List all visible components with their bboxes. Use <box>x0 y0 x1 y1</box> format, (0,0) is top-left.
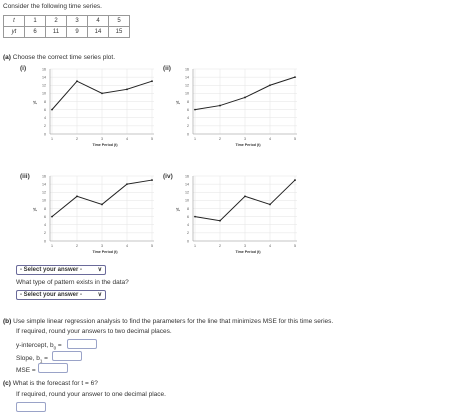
y-tick-label: 12 <box>42 190 46 195</box>
x-tick-label: 5 <box>151 137 153 141</box>
table-cell: 14 <box>88 27 109 38</box>
x-tick-label: 4 <box>269 137 271 141</box>
table-cell: 15 <box>109 27 130 38</box>
y-tick-label: 8 <box>187 206 189 211</box>
data-point <box>294 76 296 78</box>
y-tick-label: 4 <box>44 223 46 228</box>
part-c-prompt: What is the forecast for t = 6? <box>12 380 98 387</box>
part-b-label: (b) <box>3 318 12 325</box>
x-tick-label: 3 <box>101 244 103 248</box>
table-cell: 9 <box>67 27 88 38</box>
y-tick-label: 14 <box>42 182 46 187</box>
y-tick-label: 6 <box>44 107 46 112</box>
y-tick-label: 16 <box>185 67 189 72</box>
y-tick-label: 0 <box>187 239 189 244</box>
intercept-text: y-intercept, b <box>16 342 54 349</box>
y-tick-label: 8 <box>44 206 46 211</box>
pattern-choice-value: - Select your answer - <box>20 292 83 298</box>
y-tick-label: 4 <box>44 116 46 121</box>
data-point <box>76 80 78 82</box>
data-point <box>51 216 53 218</box>
x-tick-label: 2 <box>76 137 78 141</box>
plot-label-iv: (iv) <box>163 173 173 180</box>
table-cell: 5 <box>109 16 130 27</box>
y-tick-label: 16 <box>42 174 46 179</box>
y-tick-label: 6 <box>187 214 189 219</box>
y-tick-label: 2 <box>44 124 46 129</box>
y-tick-label: 10 <box>42 91 46 96</box>
y-tick-label: 6 <box>187 107 189 112</box>
part-c-label: (c) <box>3 380 11 387</box>
data-point <box>219 220 221 222</box>
y-tick-label: 12 <box>185 83 189 88</box>
x-tick-label: 3 <box>244 137 246 141</box>
pattern-question: What type of pattern exists in the data? <box>16 279 129 286</box>
forecast-input[interactable] <box>16 402 46 412</box>
y-tick-label: 10 <box>185 198 189 203</box>
x-tick-label: 4 <box>269 244 271 248</box>
table-cell: 4 <box>88 16 109 27</box>
table-header-t: t <box>4 16 25 27</box>
y-tick-label: 16 <box>42 67 46 72</box>
x-tick-label: 1 <box>51 137 53 141</box>
plot-label-iii: (iii) <box>20 173 30 180</box>
y-axis-label: yt <box>175 207 180 212</box>
table-cell: 1 <box>25 16 46 27</box>
y-tick-label: 12 <box>185 190 189 195</box>
y-tick-label: 10 <box>42 198 46 203</box>
plot-label-ii: (ii) <box>163 65 171 72</box>
x-axis-label: Time Period (t) <box>235 250 261 254</box>
x-tick-label: 3 <box>101 137 103 141</box>
y-tick-label: 16 <box>185 174 189 179</box>
intercept-label: y-intercept, $b_0$ = <box>16 342 62 351</box>
data-point <box>219 105 221 107</box>
x-tick-label: 1 <box>51 244 53 248</box>
y-tick-label: 0 <box>44 239 46 244</box>
y-tick-label: 14 <box>42 75 46 80</box>
x-tick-label: 4 <box>126 137 128 141</box>
slope-text: Slope, b <box>16 355 40 362</box>
data-point <box>269 84 271 86</box>
x-tick-label: 1 <box>194 244 196 248</box>
y-tick-label: 0 <box>187 132 189 137</box>
slope-input[interactable] <box>52 351 82 361</box>
y-tick-label: 8 <box>187 99 189 104</box>
mse-label: MSE = <box>16 367 36 374</box>
part-a-label: (a) <box>3 54 11 61</box>
y-tick-label: 8 <box>44 99 46 104</box>
data-point <box>151 179 153 181</box>
part-b-round-note: If required, round your answers to two decimal places. <box>16 328 172 335</box>
intro-text: Consider the following time series. <box>3 3 102 10</box>
plot-choice-value: - Select your answer - <box>20 267 83 273</box>
data-point <box>126 88 128 90</box>
data-point <box>101 92 103 94</box>
mse-input[interactable] <box>38 363 68 373</box>
slope-subscript: 1 <box>39 358 43 364</box>
y-tick-label: 0 <box>44 132 46 137</box>
part-c-heading <box>3 380 98 387</box>
plot-choice-select[interactable] <box>16 265 106 275</box>
y-tick-label: 12 <box>42 83 46 88</box>
x-tick-label: 3 <box>244 244 246 248</box>
intercept-input[interactable] <box>67 339 97 349</box>
x-tick-label: 5 <box>151 244 153 248</box>
slope-label: Slope, $b_1$ = <box>16 355 48 364</box>
data-point <box>194 109 196 111</box>
y-tick-label: 2 <box>187 231 189 236</box>
y-axis-label: yt <box>175 100 180 105</box>
x-tick-label: 5 <box>294 244 296 248</box>
table-cell: 3 <box>67 16 88 27</box>
y-tick-label: 2 <box>44 231 46 236</box>
chevron-down-icon: ∨ <box>97 267 102 273</box>
table-cell: 2 <box>46 16 67 27</box>
y-tick-label: 4 <box>187 223 189 228</box>
data-point <box>76 195 78 197</box>
y-tick-label: 14 <box>185 182 189 187</box>
data-point <box>194 216 196 218</box>
x-axis-label: Time Period (t) <box>92 250 118 254</box>
data-point <box>244 195 246 197</box>
y-axis-label: yt <box>32 207 37 212</box>
table-cell: 6 <box>25 27 46 38</box>
data-point <box>294 179 296 181</box>
chevron-down-icon: ∨ <box>97 292 102 298</box>
part-a-prompt: Choose the correct time series plot. <box>12 54 116 61</box>
y-tick-label: 10 <box>185 91 189 96</box>
plot-label-i: (i) <box>20 65 27 72</box>
data-point <box>51 109 53 111</box>
y-tick-label: 2 <box>187 124 189 129</box>
part-b-heading <box>3 318 333 325</box>
data-point <box>126 183 128 185</box>
x-tick-label: 4 <box>126 244 128 248</box>
y-axis-label: yt <box>32 100 37 105</box>
data-point <box>244 97 246 99</box>
x-tick-label: 1 <box>194 137 196 141</box>
y-tick-label: 4 <box>187 116 189 121</box>
y-tick-label: 14 <box>185 75 189 80</box>
x-tick-label: 2 <box>76 244 78 248</box>
part-c-round-note: If required, round your answer to one decimal place. <box>16 391 166 398</box>
pattern-choice-select[interactable] <box>16 290 106 300</box>
x-axis-label: Time Period (t) <box>235 143 261 147</box>
x-tick-label: 2 <box>219 244 221 248</box>
table-cell: 11 <box>46 27 67 38</box>
x-axis-label: Time Period (t) <box>92 143 118 147</box>
data-point <box>151 80 153 82</box>
y-tick-label: 6 <box>44 214 46 219</box>
data-point <box>269 204 271 206</box>
intercept-subscript: 0 <box>53 345 57 351</box>
part-b-prompt: Use simple linear regression analysis to find the parameters for the line that minimizes MSE for this time series. <box>13 318 334 325</box>
table-header-y: yt <box>4 27 25 38</box>
data-point <box>101 204 103 206</box>
x-tick-label: 5 <box>294 137 296 141</box>
x-tick-label: 2 <box>219 137 221 141</box>
